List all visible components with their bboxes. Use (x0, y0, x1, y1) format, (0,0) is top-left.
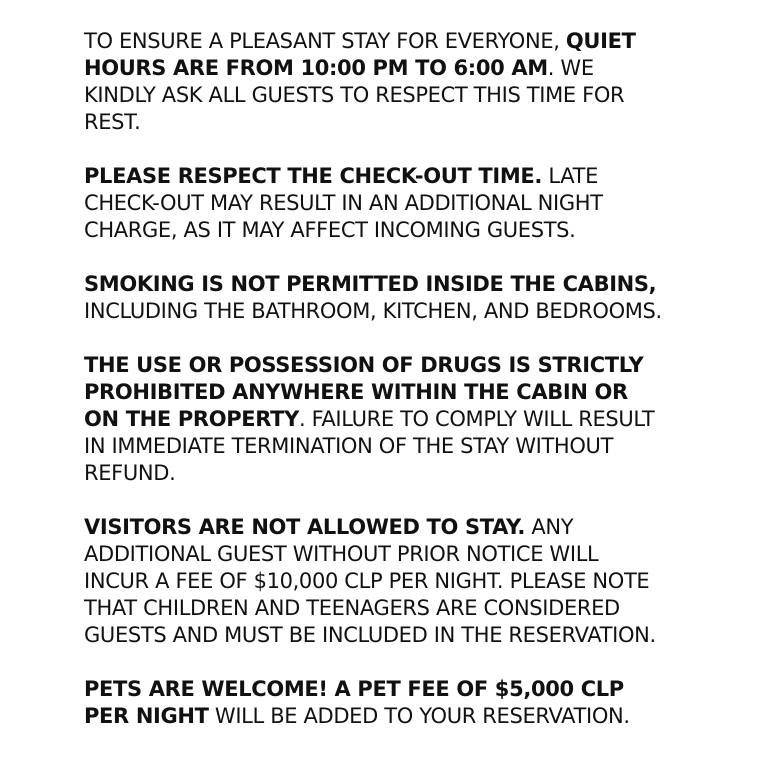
rule-pets-text: WILL BE ADDED TO YOUR RESERVATION. (208, 704, 630, 728)
rule-smoking (84, 271, 664, 325)
rule-quiet-hours-bold: QUIET HOURS ARE FROM 10:00 PM TO 6:00 AM (84, 29, 636, 80)
house-rules-document (84, 28, 664, 757)
rule-pets (84, 676, 664, 730)
rule-pets-bold: PETS ARE WELCOME! A PET FEE OF $5,000 CLP PER NIGHT (84, 677, 624, 728)
rule-drugs (84, 352, 664, 487)
rule-visitors-text: ANY ADDITIONAL GUEST WITHOUT PRIOR NOTICE WILL INCUR A FEE OF $10,000 CLP PER NIGHT. PLEASE NOTE THAT CHILDREN AND TEENAGERS ARE CONSIDERED GUESTS AND MUST BE INCLUDED IN THE RESERVATION. (84, 515, 656, 647)
rule-check-out-text: LATE CHECK-OUT MAY RESULT IN AN ADDITIONAL NIGHT CHARGE, AS IT MAY AFFECT INCOMING GUESTS. (84, 164, 603, 242)
rule-smoking-bold: SMOKING IS NOT PERMITTED INSIDE THE CABINS, (84, 272, 657, 296)
rule-quiet-hours (84, 28, 664, 136)
rule-check-out-bold: PLEASE RESPECT THE CHECK-OUT TIME. (84, 164, 543, 188)
rule-drugs-text: . FAILURE TO COMPLY WILL RESULT IN IMMEDIATE TERMINATION OF THE STAY WITHOUT REFUND. (84, 407, 655, 485)
rule-smoking-text: INCLUDING THE BATHROOM, KITCHEN, AND BEDROOMS. (84, 299, 662, 323)
rule-quiet-hours-text: . WE KINDLY ASK ALL GUESTS TO RESPECT THIS TIME FOR REST. (84, 56, 625, 134)
rule-quiet-hours-lead: TO ENSURE A PLEASANT STAY FOR EVERYONE, (84, 29, 566, 53)
rule-visitors (84, 514, 664, 649)
rule-check-out (84, 163, 664, 244)
rule-visitors-bold: VISITORS ARE NOT ALLOWED TO STAY. (84, 515, 526, 539)
rule-drugs-bold: THE USE OR POSSESSION OF DRUGS IS STRICTLY PROHIBITED ANYWHERE WITHIN THE CABIN OR ON THE PROPERTY (84, 353, 644, 431)
